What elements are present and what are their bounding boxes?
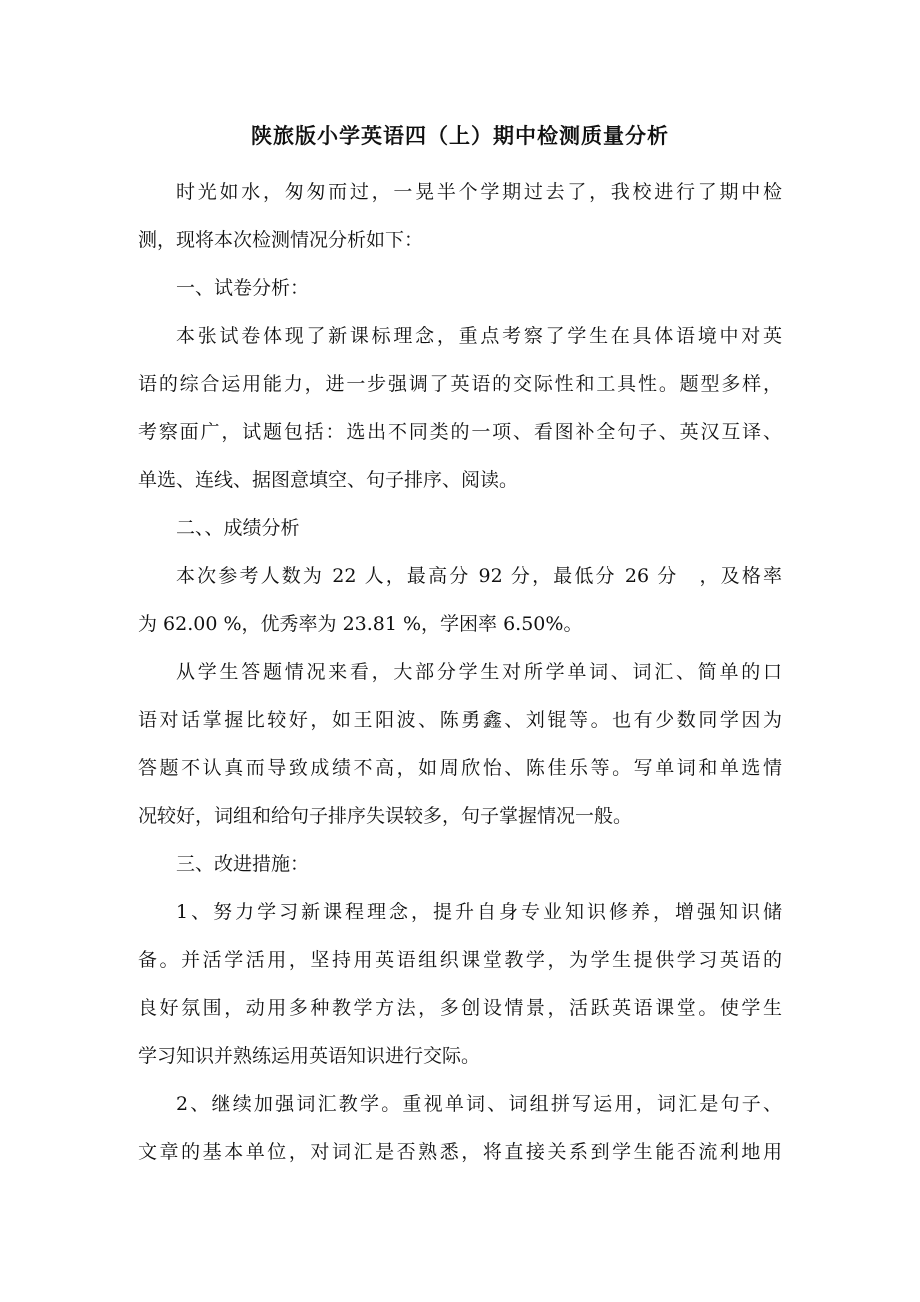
text-line: 学习知识并熟练运用英语知识进行交际。 [138,1045,481,1067]
paragraph-heading-1 [138,264,782,312]
paragraph-heading-2 [138,504,782,552]
text-line: 从学生答题情况来看，大部分学生对所学单词、词汇、简单的口 [176,661,782,683]
paragraph-measure-2 [138,1080,782,1176]
paragraph-paper-analysis [138,312,782,504]
text-line: 语的综合运用能力，进一步强调了英语的交际性和工具性。题型多样， [138,373,782,395]
text-line: 一、试卷分析： [176,277,310,299]
text-line: 况较好，词组和给句子排序失误较多，句子掌握情况一般。 [138,805,633,827]
text-line: 三、改进措施： [176,853,310,875]
text-line: 2、继续加强词汇教学。重视单词、词组拼写运用，词汇是句子、 [176,1093,782,1115]
paragraph-answer-analysis [138,648,782,840]
text-line: 本次参考人数为 22 人，最高分 92 分，最低分 26 分 ，及格率 [176,565,782,587]
text-line: 本张试卷体现了新课标理念，重点考察了学生在具体语境中对英 [176,325,782,347]
text-line: 考察面广，试题包括：选出不同类的一项、看图补全句子、英汉互译、 [138,421,782,443]
text-line: 备。并活学活用，坚持用英语组织课堂教学，为学生提供学习英语的 [138,949,782,971]
paragraph-score-stats [138,552,782,648]
text-line: 答题不认真而导致成绩不高，如周欣怡、陈佳乐等。写单词和单选情 [138,757,782,779]
text-line: 为 62.00 %，优秀率为 23.81 %，学困率 6.50%。 [138,613,583,635]
text-line: 良好氛围，动用多种教学方法，多创设情景，活跃英语课堂。使学生 [138,997,782,1019]
text-line: 语对话掌握比较好，如王阳波、陈勇鑫、刘锟等。也有少数同学因为 [138,709,782,731]
text-line: 1、努力学习新课程理念，提升自身专业知识修养，增强知识储 [176,901,782,923]
text-line: 单选、连线、据图意填空、句子排序、阅读。 [138,469,519,491]
document-body [138,168,782,1176]
text-line: 二、、成绩分析 [176,517,300,539]
text-line: 时光如水，匆匆而过，一晃半个学期过去了，我校进行了期中检 [176,181,782,203]
document-title: 陕旅版小学英语四（上）期中检测质量分析 [251,123,669,148]
paragraph-heading-3 [138,840,782,888]
text-line: 测，现将本次检测情况分析如下： [138,229,424,251]
paragraph-measure-1 [138,888,782,1080]
paragraph-intro [138,168,782,264]
text-line: 文章的基本单位，对词汇是否熟悉，将直接关系到学生能否流利地用 [138,1141,782,1163]
